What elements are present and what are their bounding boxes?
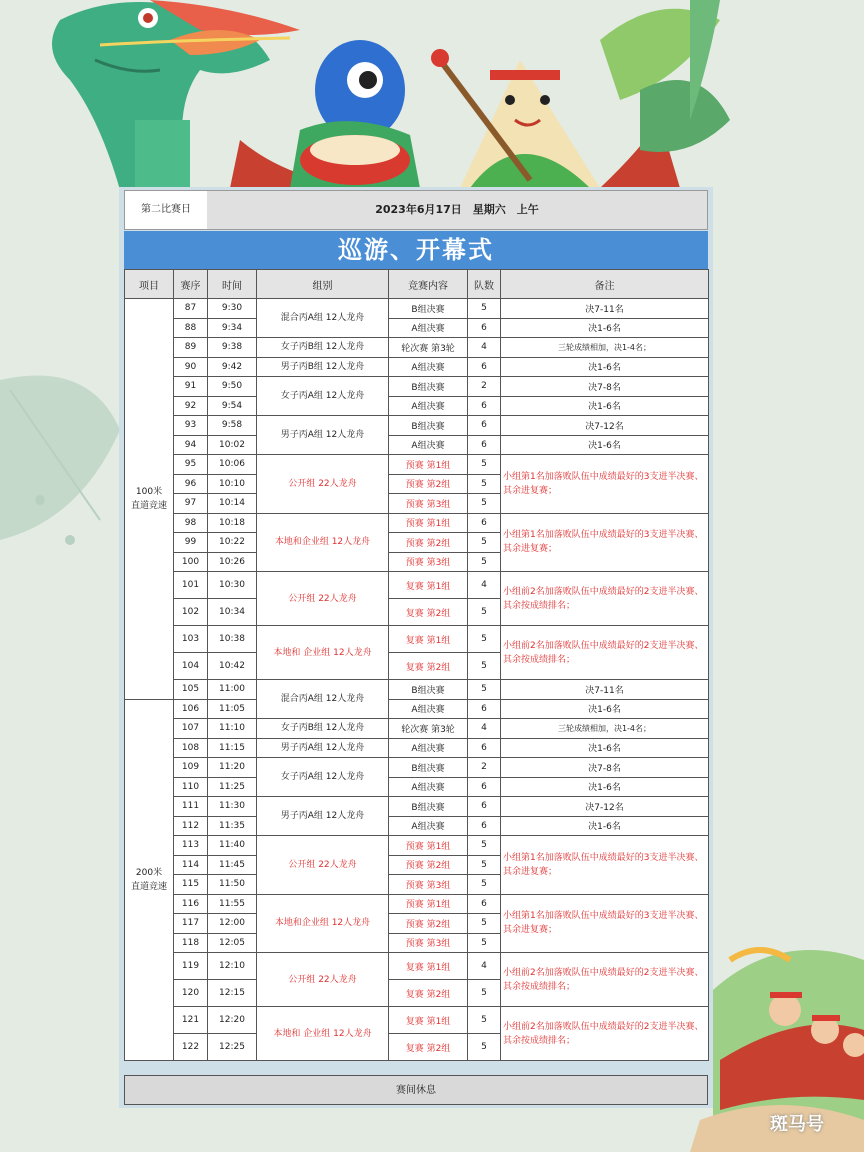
teams-cell: 4 <box>468 953 501 980</box>
table-row <box>125 416 709 436</box>
teams-cell: 5 <box>468 653 501 680</box>
table-row <box>125 777 709 797</box>
teams-cell: 2 <box>468 377 501 397</box>
teams-cell: 6 <box>468 435 501 455</box>
teams-cell: 6 <box>468 797 501 817</box>
table-row <box>125 680 709 700</box>
table-row <box>125 953 709 980</box>
time-cell: 12:00 <box>208 914 257 934</box>
seq-cell: 117 <box>174 914 208 934</box>
seq-cell: 106 <box>174 699 208 719</box>
table-row <box>125 797 709 817</box>
content-cell: A组决赛 <box>389 435 468 455</box>
note-cell: 小组前2名加落败队伍中成绩最好的2支进半决赛、其余按成绩排名； <box>501 572 709 626</box>
time-cell: 10:30 <box>208 572 257 599</box>
content-cell: A组决赛 <box>389 318 468 338</box>
teams-cell: 6 <box>468 513 501 533</box>
time-cell: 12:20 <box>208 1007 257 1034</box>
note-cell: 决1-6名 <box>501 738 709 758</box>
seq-cell: 119 <box>174 953 208 980</box>
content-cell: 预赛 第3组 <box>389 494 468 514</box>
note-cell: 决7-8名 <box>501 377 709 397</box>
group-cell: 本地和企业组 12人龙舟 <box>257 894 389 953</box>
teams-cell: 5 <box>468 474 501 494</box>
fish-character-icon <box>290 40 420 188</box>
seq-cell: 120 <box>174 980 208 1007</box>
group-cell: 男子丙B组 12人龙舟 <box>257 357 389 377</box>
note-cell: 三轮成绩相加，决1-4名； <box>501 338 709 358</box>
time-cell: 11:55 <box>208 894 257 914</box>
note-cell: 决1-6名 <box>501 318 709 338</box>
time-cell: 12:05 <box>208 933 257 953</box>
event-cell: 200米 直道竞速 <box>125 699 174 1061</box>
table-row <box>125 816 709 836</box>
seq-cell: 107 <box>174 719 208 739</box>
seq-cell: 93 <box>174 416 208 436</box>
time-cell: 9:58 <box>208 416 257 436</box>
teams-cell: 5 <box>468 1034 501 1061</box>
teams-cell: 6 <box>468 738 501 758</box>
note-cell: 决7-11名 <box>501 299 709 319</box>
note-cell: 决1-6名 <box>501 435 709 455</box>
teams-cell: 6 <box>468 416 501 436</box>
seq-cell: 118 <box>174 933 208 953</box>
banner-title: 巡游、开幕式 <box>124 231 708 269</box>
content-cell: A组决赛 <box>389 357 468 377</box>
time-cell: 9:38 <box>208 338 257 358</box>
table-row <box>125 1007 709 1034</box>
teams-cell: 5 <box>468 1007 501 1034</box>
group-cell: 混合丙A组 12人龙舟 <box>257 299 389 338</box>
note-cell: 小组第1名加落败队伍中成绩最好的3支进半决赛、其余进复赛； <box>501 455 709 514</box>
teams-cell: 5 <box>468 455 501 475</box>
content-cell: 预赛 第1组 <box>389 513 468 533</box>
table-row <box>125 357 709 377</box>
time-cell: 11:50 <box>208 875 257 895</box>
group-cell: 混合丙A组 12人龙舟 <box>257 680 389 719</box>
teams-cell: 5 <box>468 855 501 875</box>
time-cell: 11:45 <box>208 855 257 875</box>
content-cell: 复赛 第2组 <box>389 653 468 680</box>
content-cell: A组决赛 <box>389 396 468 416</box>
group-cell: 本地和企业组 12人龙舟 <box>257 513 389 572</box>
event-cell: 100米 直道竞速 <box>125 299 174 700</box>
seq-cell: 97 <box>174 494 208 514</box>
teams-cell: 6 <box>468 396 501 416</box>
content-cell: 预赛 第1组 <box>389 455 468 475</box>
column-header: 项目 <box>125 270 174 299</box>
table-row <box>125 719 709 739</box>
teams-cell: 5 <box>468 680 501 700</box>
content-cell: A组决赛 <box>389 816 468 836</box>
note-cell: 决7-11名 <box>501 680 709 700</box>
group-cell: 女子丙B组 12人龙舟 <box>257 719 389 739</box>
teams-cell: 5 <box>468 494 501 514</box>
teams-cell: 5 <box>468 299 501 319</box>
teams-cell: 5 <box>468 914 501 934</box>
content-cell: B组决赛 <box>389 758 468 778</box>
column-header: 组别 <box>257 270 389 299</box>
time-cell: 10:10 <box>208 474 257 494</box>
table-row <box>125 299 709 319</box>
note-cell: 小组前2名加落败队伍中成绩最好的2支进半决赛、其余按成绩排名； <box>501 626 709 680</box>
seq-cell: 103 <box>174 626 208 653</box>
time-cell: 10:22 <box>208 533 257 553</box>
table-row <box>125 626 709 653</box>
note-cell: 决1-6名 <box>501 816 709 836</box>
table-row <box>125 435 709 455</box>
teams-cell: 4 <box>468 572 501 599</box>
seq-cell: 90 <box>174 357 208 377</box>
table-row <box>125 699 709 719</box>
teams-cell: 6 <box>468 777 501 797</box>
seq-cell: 96 <box>174 474 208 494</box>
seq-cell: 109 <box>174 758 208 778</box>
seq-cell: 110 <box>174 777 208 797</box>
table-row <box>125 738 709 758</box>
note-cell: 小组前2名加落败队伍中成绩最好的2支进半决赛、其余按成绩排名； <box>501 1007 709 1061</box>
table-row <box>125 836 709 856</box>
content-cell: 预赛 第3组 <box>389 933 468 953</box>
content-cell: 复赛 第1组 <box>389 626 468 653</box>
table-row <box>125 396 709 416</box>
time-cell: 9:50 <box>208 377 257 397</box>
content-cell: 预赛 第2组 <box>389 914 468 934</box>
teams-cell: 4 <box>468 719 501 739</box>
seq-cell: 116 <box>174 894 208 914</box>
content-cell: 预赛 第1组 <box>389 836 468 856</box>
time-cell: 12:15 <box>208 980 257 1007</box>
seq-cell: 111 <box>174 797 208 817</box>
seq-cell: 105 <box>174 680 208 700</box>
seq-cell: 100 <box>174 552 208 572</box>
content-cell: 预赛 第2组 <box>389 474 468 494</box>
seq-cell: 108 <box>174 738 208 758</box>
content-cell: 复赛 第1组 <box>389 1007 468 1034</box>
teams-cell: 4 <box>468 338 501 358</box>
note-cell: 决7-12名 <box>501 416 709 436</box>
note-cell: 决7-8名 <box>501 758 709 778</box>
content-cell: 轮次赛 第3轮 <box>389 719 468 739</box>
seq-cell: 87 <box>174 299 208 319</box>
group-cell: 公开组 22人龙舟 <box>257 572 389 626</box>
content-cell: A组决赛 <box>389 777 468 797</box>
group-cell: 女子丙B组 12人龙舟 <box>257 338 389 358</box>
note-cell: 小组前2名加落败队伍中成绩最好的2支进半决赛、其余按成绩排名； <box>501 953 709 1007</box>
seq-cell: 122 <box>174 1034 208 1061</box>
teams-cell: 6 <box>468 318 501 338</box>
seq-cell: 104 <box>174 653 208 680</box>
content-cell: B组决赛 <box>389 377 468 397</box>
time-cell: 11:25 <box>208 777 257 797</box>
seq-cell: 113 <box>174 836 208 856</box>
seq-cell: 121 <box>174 1007 208 1034</box>
column-header: 竞赛内容 <box>389 270 468 299</box>
teams-cell: 5 <box>468 599 501 626</box>
seq-cell: 92 <box>174 396 208 416</box>
time-cell: 11:35 <box>208 816 257 836</box>
seq-cell: 98 <box>174 513 208 533</box>
teams-cell: 6 <box>468 357 501 377</box>
content-cell: B组决赛 <box>389 299 468 319</box>
note-cell: 决1-6名 <box>501 357 709 377</box>
match-day-label: 第二比赛日 <box>125 191 208 229</box>
seq-cell: 89 <box>174 338 208 358</box>
content-cell: 轮次赛 第3轮 <box>389 338 468 358</box>
group-cell: 男子丙A组 12人龙舟 <box>257 797 389 836</box>
table-row <box>125 338 709 358</box>
time-cell: 11:10 <box>208 719 257 739</box>
date-label: 2023年6月17日 星期六 上午 <box>207 191 707 229</box>
table-row <box>125 513 709 533</box>
teams-cell: 2 <box>468 758 501 778</box>
content-cell: 复赛 第2组 <box>389 599 468 626</box>
group-cell: 本地和 企业组 12人龙舟 <box>257 626 389 680</box>
teams-cell: 6 <box>468 816 501 836</box>
content-cell: B组决赛 <box>389 797 468 817</box>
table-header-row <box>125 270 709 299</box>
group-cell: 男子丙A组 12人龙舟 <box>257 416 389 455</box>
teams-cell: 5 <box>468 533 501 553</box>
time-cell: 11:30 <box>208 797 257 817</box>
table-row <box>125 758 709 778</box>
seq-cell: 88 <box>174 318 208 338</box>
content-cell: 预赛 第3组 <box>389 552 468 572</box>
seq-cell: 114 <box>174 855 208 875</box>
content-cell: 复赛 第1组 <box>389 953 468 980</box>
zongzi-character-icon <box>431 49 600 188</box>
time-cell: 10:06 <box>208 455 257 475</box>
watermark: 斑马号 <box>770 1114 824 1135</box>
group-cell: 女子丙A组 12人龙舟 <box>257 377 389 416</box>
content-cell: B组决赛 <box>389 416 468 436</box>
table-row <box>125 318 709 338</box>
note-cell: 三轮成绩相加，决1-4名； <box>501 719 709 739</box>
column-header: 队数 <box>468 270 501 299</box>
content-cell: 预赛 第2组 <box>389 855 468 875</box>
time-cell: 10:34 <box>208 599 257 626</box>
time-cell: 9:42 <box>208 357 257 377</box>
group-cell: 男子丙A组 12人龙舟 <box>257 738 389 758</box>
column-header: 赛序 <box>174 270 208 299</box>
time-cell: 11:40 <box>208 836 257 856</box>
content-cell: 预赛 第1组 <box>389 894 468 914</box>
seq-cell: 101 <box>174 572 208 599</box>
seq-cell: 94 <box>174 435 208 455</box>
schedule-table <box>124 269 709 1061</box>
seq-cell: 115 <box>174 875 208 895</box>
seq-cell: 99 <box>174 533 208 553</box>
note-cell: 决1-6名 <box>501 699 709 719</box>
table-row <box>125 894 709 914</box>
content-cell: A组决赛 <box>389 699 468 719</box>
teams-cell: 6 <box>468 894 501 914</box>
note-cell: 决7-12名 <box>501 797 709 817</box>
content-cell: 预赛 第3组 <box>389 875 468 895</box>
content-cell: 复赛 第2组 <box>389 980 468 1007</box>
note-cell: 小组第1名加落败队伍中成绩最好的3支进半决赛、其余进复赛； <box>501 836 709 895</box>
note-cell: 小组第1名加落败队伍中成绩最好的3支进半决赛、其余进复赛； <box>501 513 709 572</box>
time-cell: 10:02 <box>208 435 257 455</box>
time-cell: 10:26 <box>208 552 257 572</box>
time-cell: 10:18 <box>208 513 257 533</box>
time-cell: 10:14 <box>208 494 257 514</box>
note-cell: 小组第1名加落败队伍中成绩最好的3支进半决赛、其余进复赛； <box>501 894 709 953</box>
table-row <box>125 572 709 599</box>
teams-cell: 5 <box>468 552 501 572</box>
teams-cell: 5 <box>468 933 501 953</box>
time-cell: 11:00 <box>208 680 257 700</box>
group-cell: 公开组 22人龙舟 <box>257 455 389 514</box>
column-header: 时间 <box>208 270 257 299</box>
time-cell: 10:42 <box>208 653 257 680</box>
break-footer: 赛间休息 <box>124 1075 708 1105</box>
time-cell: 12:10 <box>208 953 257 980</box>
table-row <box>125 377 709 397</box>
group-cell: 本地和 企业组 12人龙舟 <box>257 1007 389 1061</box>
time-cell: 10:38 <box>208 626 257 653</box>
content-cell: 预赛 第2组 <box>389 533 468 553</box>
teams-cell: 5 <box>468 980 501 1007</box>
content-cell: A组决赛 <box>389 738 468 758</box>
teams-cell: 5 <box>468 875 501 895</box>
time-cell: 9:54 <box>208 396 257 416</box>
time-cell: 11:05 <box>208 699 257 719</box>
group-cell: 公开组 22人龙舟 <box>257 836 389 895</box>
content-cell: B组决赛 <box>389 680 468 700</box>
table-row <box>125 455 709 475</box>
time-cell: 9:30 <box>208 299 257 319</box>
faded-leaf-icon <box>0 376 120 545</box>
seq-cell: 91 <box>174 377 208 397</box>
content-cell: 复赛 第1组 <box>389 572 468 599</box>
note-cell: 决1-6名 <box>501 777 709 797</box>
time-cell: 11:20 <box>208 758 257 778</box>
group-cell: 公开组 22人龙舟 <box>257 953 389 1007</box>
note-cell: 决1-6名 <box>501 396 709 416</box>
time-cell: 9:34 <box>208 318 257 338</box>
seq-cell: 102 <box>174 599 208 626</box>
seq-cell: 95 <box>174 455 208 475</box>
leaf-decoration-icon <box>600 0 730 152</box>
teams-cell: 5 <box>468 626 501 653</box>
seq-cell: 112 <box>174 816 208 836</box>
teams-cell: 6 <box>468 699 501 719</box>
content-cell: 复赛 第2组 <box>389 1034 468 1061</box>
time-cell: 11:15 <box>208 738 257 758</box>
group-cell: 女子丙A组 12人龙舟 <box>257 758 389 797</box>
column-header: 备注 <box>501 270 709 299</box>
schedule-header <box>124 190 708 230</box>
time-cell: 12:25 <box>208 1034 257 1061</box>
teams-cell: 5 <box>468 836 501 856</box>
